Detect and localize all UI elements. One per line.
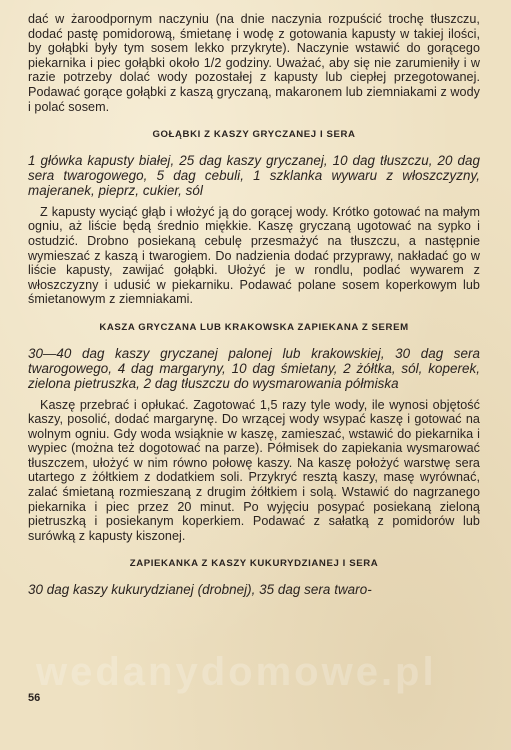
recipe-title-golabki: GOŁĄBKI Z KASZY GRYCZANEJ I SERA (152, 129, 356, 141)
page-content (28, 12, 480, 604)
watermark: wedanydomowe.pl (36, 650, 437, 694)
recipe-title-kasza-zapiekana: KASZA GRYCZANA LUB KRAKOWSKA ZAPIEKANA Z SEREM (99, 321, 409, 333)
recipe-ingredients-kasza-zapiekana: 30—40 dag kaszy gryczanej palonej lub krakowskiej, 30 dag sera twarogowego, 4 dag margaryny, 10 dag śmietany, 2 żółtka, sól, koperek, zielona pietruszka, 2 dag tłuszczu do wysmarowania półmiska (28, 345, 480, 391)
intro-paragraph: dać w żaroodpornym naczyniu (na dnie naczynia rozpuścić trochę tłuszczu, dodać pastę pomidorową, śmietanę i wodę z gotowania kapusty w takiej ilości, by gołąbki były tym sosem lekko przykryte). Naczynie wstawić do gorącego piekarnika i piec gołąbki około 1/2 godziny. Uważać, aby się nie zarumieniły i w razie potrzeby dolać wody pozostałej z kapusty lub ciepłej przegotowanej. Podawać gorące gołąbki z kaszą gryczaną, makaronem lub ziemniakami z wody i polać sosem. (28, 12, 480, 114)
recipe-method-golabki: Z kapusty wyciąć głąb i włożyć ją do gorącej wody. Krótko gotować na małym ogniu, aż liście będą średnio miękkie. Kaszę gryczaną ugotować na sypko i ostudzić. Drobno posiekaną cebulę przesmażyć na tłuszczu, a następnie wymieszać z kaszą i twarogiem. Do nadzienia dodać przyprawy, nakładać go w liście kapusty, zawijać gołąbki. Ułożyć je w rondlu, podlać wywarem z włoszczyzny i udusić w piekarniku. Podawać polane sosem koperkowym lub śmietanowym z ziemniakami. (28, 204, 480, 307)
recipe-method-kasza-zapiekana: Kaszę przebrać i opłukać. Zagotować 1,5 razy tyle wody, ile wynosi objętość kaszy, posolić, dodać margarynę. Do wrzącej wody wsypać kaszę i gotować na wolnym ogniu. Gdy woda wsiąknie w kaszę, zamieszać, wstawić do piekarnika i wypiec (można też dogotować na parze). Półmisek do zapiekania wysmarować tłuszczem, ułożyć w nim równo połowę kaszy. Na kaszę położyć warstwę sera utartego z żółtkiem z dodatkiem soli. Przykryć resztą kaszy, masę wyrównać, zalać śmietaną rozmieszaną z drugim żółtkiem i solą. Wstawić do nagrzanego piekarnika i piec przez 20 minut. Po wyjęciu posypać posiekaną zieloną pietruszką i posiekanym koperkiem. Podawać z sałatką z pomidorów lub surówką z kapusty kiszonej. (28, 397, 480, 543)
page-number: 56 (28, 692, 41, 704)
recipe-title-zapiekanka-kukurydziana: ZAPIEKANKA Z KASZY KUKURYDZIANEJ I SERA (129, 558, 379, 570)
recipe-ingredients-zapiekanka-kukurydziana: 30 dag kaszy kukurydzianej (drobnej), 35 dag sera twaro- (28, 582, 372, 598)
recipe-ingredients-golabki: 1 główka kapusty białej, 25 dag kaszy gryczanej, 10 dag tłuszczu, 20 dag sera twarogowego, 5 dag cebuli, 1 szklanka wywaru z włoszczyzny, majeranek, pieprz, cukier, sól (28, 152, 480, 198)
